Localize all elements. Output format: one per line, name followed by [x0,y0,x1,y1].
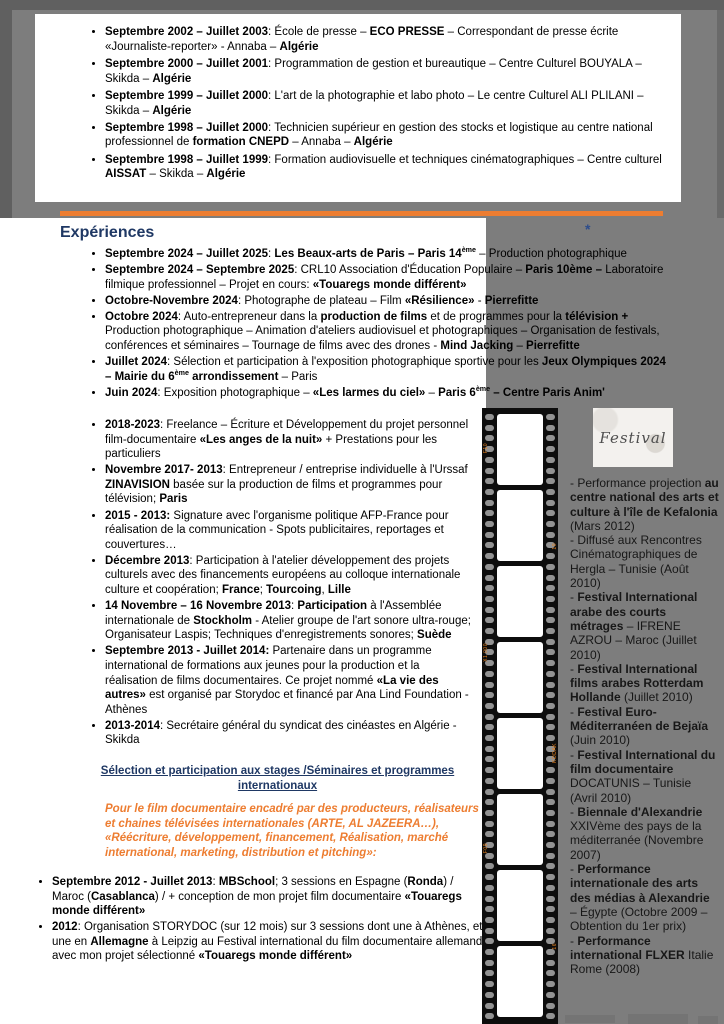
text-segment: 2015 - 2013: [105,509,171,522]
film-edge-mark: F09 [483,843,489,854]
text-segment: Septembre 2013 - Juillet 2014: [105,645,270,658]
sprocket-hole [485,542,494,548]
film-frame [497,718,543,789]
sprocket-hole [546,703,555,709]
text-segment: - Performance projection [570,476,705,490]
internship-item [52,920,483,964]
text-segment: «Les anges de la nuit» [199,433,323,446]
sprocket-hole [485,414,494,420]
text-segment: Lille [327,584,351,597]
sprocket-hole [546,842,555,848]
text-segment: : CRL10 Association d'Éducation Populaire – [294,264,526,277]
formation-item [105,25,673,54]
sprocket-hole [485,521,494,527]
sprocket-hole [546,446,555,452]
text-segment: Ronda [407,876,444,888]
sprocket-hole [485,1003,494,1009]
text-segment: Juillet 2024 [105,356,168,369]
sprocket-hole [485,917,494,923]
text-segment: : Participation à l'atelier développement des projets culturels avec des financements européens au colloque internationale culture et coopération; [105,554,461,597]
film-strip [482,408,558,1024]
text-segment: Mind Jacking [440,340,514,353]
sprocket-hole [546,767,555,773]
text-segment: 2013-2014 [105,719,160,732]
sprocket-hole [546,874,555,880]
superscript: ème [174,368,189,377]
sprocket-hole [485,596,494,602]
text-segment: : Entrepreneur / entreprise individuelle à l'Urssaf [222,464,468,477]
sprocket-hole [546,949,555,955]
sprocket-hole [546,692,555,698]
text-segment: «Les larmes du ciel» [312,386,426,399]
text-segment: ) / Maroc ( [52,876,454,903]
sprocket-hole [546,906,555,912]
text-segment: Allemagne [90,935,149,948]
text-segment: – Annaba – [289,136,354,149]
experiences-list-recent [75,247,675,400]
text-segment: : Auto-entrepreneur dans la [177,310,321,323]
experience-item [105,554,475,598]
sprocket-hole [546,532,555,538]
sprocket-hole [485,468,494,474]
sprocket-hole [485,756,494,762]
experience-item [105,310,675,354]
sprocket-hole [485,1013,494,1019]
sprocket-hole [485,821,494,827]
text-segment: Septembre 1998 – Juillet 1999 [105,153,269,166]
text-segment: Octobre-Novembre 2024 [105,294,238,307]
text-segment: Algérie [206,168,246,181]
text-segment: – [425,386,439,399]
text-segment: «Touaregs monde différent» [312,278,467,291]
text-segment: ) / + conception de mon projet film documentaire [154,890,405,903]
festival-item [570,805,719,862]
text-segment: Novembre 2017- 2013 [105,464,223,477]
text-segment: Participation [297,600,368,613]
text-segment: à l'Assemblée internationale de [105,600,442,627]
text-segment: Septembre 2024 – Juillet 2025 [105,248,269,260]
text-segment: Paris [159,493,188,506]
internship-item [52,875,483,919]
text-segment: Pierrefitte [484,294,539,307]
text-segment: France [222,584,260,597]
sprocket-hole [485,671,494,677]
text-segment: Performance internationale des arts des médias à Alexandrie [570,862,710,905]
formation-item [105,153,673,182]
text-segment: : [212,876,219,888]
film-frame [497,870,543,941]
documentary-note: Pour le film documentaire encadré par des producteurs, réalisateurs et chaines télévisées internationales (ARTE, AL JAZEERA…), «Réécriture, développement, financement, Réalisation, marché international, marketing, distribution et pitching»: [105,803,479,859]
sprocket-hole [485,478,494,484]
text-segment: ECO PRESSE [369,26,445,38]
sprocket-hole [485,692,494,698]
festival-item [570,662,719,705]
film-frame [497,642,543,713]
sprocket-hole [546,489,555,495]
text-segment: Septembre 2024 – Septembre 2025 [105,264,295,277]
text-segment: Casablanca [90,890,155,903]
sprocket-hole [485,970,494,976]
text-segment: Laboratoire filmique professionnel – Projet en cours: [105,264,664,291]
text-segment: - [474,294,485,307]
sprocket-hole [546,789,555,795]
sprocket-hole [485,896,494,902]
text-segment: Algérie [279,40,319,53]
sprocket-hole [546,821,555,827]
text-segment: – Centre Paris Anim' [490,386,605,399]
experience-item [105,418,475,462]
footnote-asterisk: * [585,221,591,237]
text-segment: ; 3 sessions en Espagne ( [275,876,408,888]
text-segment: Septembre 2012 - Juillet 2013 [52,876,213,888]
festival-item [570,934,719,977]
festival-image-label: Festival [599,428,667,447]
experiences-group-earlier [75,418,475,750]
text-segment: - [570,747,578,762]
film-edge-mark: 16 [552,943,558,950]
sprocket-hole [546,660,555,666]
film-frame [497,566,543,637]
sprocket-hole [546,435,555,441]
internships-heading: Sélection et participation aux stages /Séminaires et programmes internationaux [100,765,455,792]
text-segment: formation CNEPD [192,136,290,149]
sprocket-hole [485,714,494,720]
text-segment: à Leipzig au Festival international du film documentaire allemand avec mon projet sélectionné [52,935,483,963]
scan-artifact [628,1014,688,1024]
text-segment: , [321,584,328,597]
text-segment: Les Beaux-arts de Paris – Paris 14 [274,248,462,260]
sprocket-hole [546,724,555,730]
text-segment: Septembre 1999 – Juillet 2000 [105,89,269,102]
experience-item [105,355,675,384]
text-segment: DOCATUNIS – Tunisie (Avril 2010) [570,776,692,805]
text-segment: Production photographique – Animation d'ateliers audiovisuel et photographiques – Organisation de festivals, conférences et séminaires – Tournage de films avec des drones - [105,325,660,353]
text-segment: – Skikda – [146,168,207,181]
film-frame [497,490,543,561]
experience-item [105,644,475,717]
film-frame [497,794,543,865]
text-segment: Paris 6 [438,386,476,399]
sprocket-hole [546,575,555,581]
text-segment: : Photographe de plateau – Film [237,294,405,307]
page-border-left [0,10,12,218]
text-segment: : Programmation de gestion et bureautique – Centre Culturel BOUYALA – Skikda – [105,57,642,85]
sprocket-hole [485,949,494,955]
text-segment: «La vie des autres» [105,674,439,702]
festival-item [570,590,719,661]
festival-item [570,476,719,533]
text-segment: – Production photographique [475,248,627,260]
sprocket-hole [485,799,494,805]
experiences-list-earlier [75,418,475,748]
festival-image [593,408,673,467]
sprocket-hole [546,970,555,976]
sprocket-hole [546,468,555,474]
text-segment: : École de presse – [268,26,370,38]
festival-item [570,748,719,805]
experience-item [105,386,675,401]
sprocket-hole [485,863,494,869]
film-frame [497,414,543,485]
text-segment: «Touaregs monde différent» [198,950,353,963]
text-segment: : Organisation STORYDOC (sur 12 mois) sur 3 sessions dont une à Athènes, et une en [52,921,483,948]
formation-list [35,25,681,182]
sprocket-hole [546,510,555,516]
text-segment: Biennale d'Alexandrie [577,804,703,819]
sprocket-hole [546,617,555,623]
text-segment: : Freelance – Écriture et Développement du projet personnel film-documentaire [105,419,469,446]
film-edge-mark: F10 [483,443,489,454]
text-segment: : Exposition photographique – [157,386,313,399]
text-segment: - [570,862,578,877]
text-segment: Tourcoing [266,584,322,597]
text-segment: «Touaregs monde différent» [52,890,462,918]
scan-artifact [698,1016,718,1024]
sprocket-hole [485,928,494,934]
text-segment: Festival International films arabes Rotterdam Hollande [570,661,704,705]
sprocket-hole [485,938,494,944]
text-segment: arrondissement [188,370,279,383]
text-segment: Jeux Olympiques 2024 – Mairie du 6 [105,356,666,383]
sprocket-hole [546,682,555,688]
sprocket-hole [546,521,555,527]
sprocket-hole [485,425,494,431]
text-segment: Septembre 2000 – Juillet 2001 [105,57,269,70]
text-segment: - [570,590,578,605]
formation-item [105,89,673,118]
experience-item [105,263,675,292]
sprocket-hole [546,628,555,634]
sprocket-hole [485,510,494,516]
text-segment: est organisé par Storydoc et financé par Ana Lind Foundation - Athènes [105,689,469,716]
sprocket-hole [485,617,494,623]
sprocket-hole [546,649,555,655]
text-segment: Algérie [152,72,192,85]
experiences-group-recent [75,247,675,402]
sprocket-hole [546,885,555,891]
text-segment: Festival International du film documentaire [570,747,716,776]
sprocket-hole [546,478,555,484]
formation-box [35,14,681,202]
internships-list [18,875,483,964]
sprocket-hole [485,906,494,912]
sprocket-hole [485,585,494,591]
page-border-top [0,0,724,10]
sprocket-hole [546,671,555,677]
text-segment: Algérie [353,136,393,149]
text-segment: Octobre 2024 [105,310,178,323]
text-segment: Italie Rome (2008) [570,947,714,977]
page-border-right [717,10,724,218]
experience-item [105,509,475,553]
sprocket-hole [546,735,555,741]
text-segment: : Secrétaire général du syndicat des cinéastes en Algérie - Skikda [105,719,457,747]
experience-item [105,247,675,262]
sprocket-hole [546,564,555,570]
text-segment: (Mars 2012) [570,518,635,533]
sprocket-hole [546,596,555,602]
sprocket-hole [485,960,494,966]
text-segment: : [268,248,275,260]
festival-panel [570,476,719,976]
text-segment: production de films [320,310,428,323]
sprocket-hole [485,992,494,998]
sprocket-hole [546,639,555,645]
sprocket-hole [485,735,494,741]
sprocket-hole [546,831,555,837]
sprocket-hole [546,853,555,859]
sprocket-hole [546,425,555,431]
sprocket-hole [546,992,555,998]
sprocket-hole [546,960,555,966]
text-segment: 14 Novembre – 16 Novembre 2013 [105,600,292,613]
text-segment: - [570,804,578,819]
sprocket-hole [546,863,555,869]
sprocket-hole [485,564,494,570]
sprocket-hole [485,789,494,795]
text-segment: XXIVème des pays de la méditerranée (Novembre 2007) [570,819,704,862]
sprocket-hole [485,853,494,859]
sprocket-hole [485,500,494,506]
sprocket-hole [485,607,494,613]
text-segment: Pierrefitte [526,340,580,353]
text-segment: – IFRENE AZROU – Maroc (Juillet 2010) [570,618,697,662]
text-segment: et de programmes pour la [427,310,566,323]
text-segment: - [570,933,578,948]
text-segment: Suède [417,629,452,642]
sprocket-hole [485,575,494,581]
text-segment: : [291,600,298,613]
experiences-heading: Expériences [60,224,155,241]
text-segment: Partenaire dans un programme international de formations aux jeunes pour la production et la réalisation de films documentaires. Ce projet nommé [105,645,432,687]
sprocket-hole [485,435,494,441]
sprocket-hole [546,917,555,923]
film-edge-mark: 10 [552,543,558,550]
text-segment: - Diffusé aux Rencontres Cinématographiques de Hergla – Tunisie (Août 2010) [570,533,702,591]
sprocket-hole [485,981,494,987]
experience-item [105,719,475,748]
sprocket-hole [546,714,555,720]
formation-item [105,57,673,86]
film-edge-mark: KODAK [552,743,558,764]
text-segment: – [513,340,527,353]
film-frame [497,946,543,1017]
text-segment: - [570,704,578,719]
festival-item [570,862,719,933]
sprocket-hole [546,607,555,613]
sprocket-hole [546,981,555,987]
internships-group [18,875,483,966]
text-segment: Décembre 2013 [105,554,190,567]
text-segment: AISSAT [105,168,147,181]
text-segment: : Sélection et participation à l'exposition photographique sportive pour les [167,356,542,369]
sprocket-hole [485,767,494,773]
text-segment: 2018-2023 [105,419,160,431]
text-segment: – Correspondant de presse écrite «Journaliste-reporter» - Annaba – [105,26,619,53]
experience-item [105,599,475,643]
sprocket-hole [485,778,494,784]
sprocket-hole [485,831,494,837]
text-segment: Signature avec l'organisme politique AFP-France pour réalisation de la communication - Spots publicitaires, reportages et couvertures… [105,509,449,551]
sprocket-hole [485,746,494,752]
festival-item [570,705,719,748]
text-segment: Festival Euro-Méditerranéen de Bejaïa [570,704,709,734]
sprocket-hole [485,885,494,891]
text-segment: – Paris [278,370,318,383]
text-segment: : Technicien supérieur en gestion des stocks et logistique au centre national professionnel de [105,121,653,149]
text-segment: (Juin 2010) [570,733,631,748]
experience-item [105,463,475,507]
festival-item [570,533,719,590]
sprocket-hole [485,489,494,495]
text-segment: Paris 10ème – [525,264,603,277]
sprocket-hole [485,457,494,463]
text-segment: Stockholm [193,614,253,627]
sprocket-hole [485,703,494,709]
sprocket-hole [546,1013,555,1019]
text-segment: (Juillet 2010) [620,690,693,705]
sprocket-hole [546,810,555,816]
text-segment: Performance international FLXER [570,933,685,962]
text-segment: – Égypte (Octobre 2009 – Obtention du 1er prix) [570,904,708,934]
superscript: ème [461,246,476,255]
text-segment: Festival International arabe des courts métrages [570,590,698,633]
scan-artifact [565,1015,615,1023]
formation-item [105,121,673,150]
text-segment: ZINAVISION [105,478,170,491]
sprocket-hole [485,628,494,634]
sprocket-hole [546,778,555,784]
superscript: ème [475,385,491,394]
text-segment: Septembre 1998 – Juillet 2000 [105,121,269,134]
sprocket-hole [485,682,494,688]
text-segment: télévision + [565,310,629,323]
text-segment: «Résilience» [404,294,475,307]
film-edge-mark: X1 000 [483,643,489,662]
sprocket-hole [485,724,494,730]
sprocket-hole [546,553,555,559]
sprocket-hole [546,896,555,902]
text-segment: basée sur la production de films et programmes pour télévision; [105,478,443,506]
sprocket-hole [546,585,555,591]
text-segment: : Formation audiovisuelle et techniques cinématographiques – Centre culturel [268,153,662,166]
sprocket-hole [546,799,555,805]
sprocket-hole [485,553,494,559]
text-segment: - Atelier groupe de l'art sonore ultra-rouge; Organisateur Laspis; Techniques d'enregistrements sonores; [105,614,471,642]
text-segment: : L'art de la photographie et labo photo – Le centre Culturel ALI PLILANI – Skikda – [105,89,644,117]
sprocket-hole [485,532,494,538]
text-segment: MBSchool [218,876,276,888]
sprocket-hole [485,874,494,880]
text-segment: ; [259,584,267,597]
sprocket-hole [546,457,555,463]
text-segment: Juin 2024 [105,386,158,399]
sprocket-hole [546,500,555,506]
section-divider [60,211,663,216]
text-segment: Algérie [152,104,192,117]
text-segment: au centre national des arts et culture à l'île de Kefalonia [570,476,719,519]
sprocket-hole [546,1003,555,1009]
text-segment: + Prestations pour les particuliers [105,433,438,461]
sprocket-hole [546,414,555,420]
text-segment: Septembre 2002 – Juillet 2003 [105,26,269,38]
text-segment: - [570,661,578,676]
sprocket-hole [485,810,494,816]
sprocket-hole [546,928,555,934]
text-segment: 2012 [52,921,78,934]
experience-item [105,294,675,309]
